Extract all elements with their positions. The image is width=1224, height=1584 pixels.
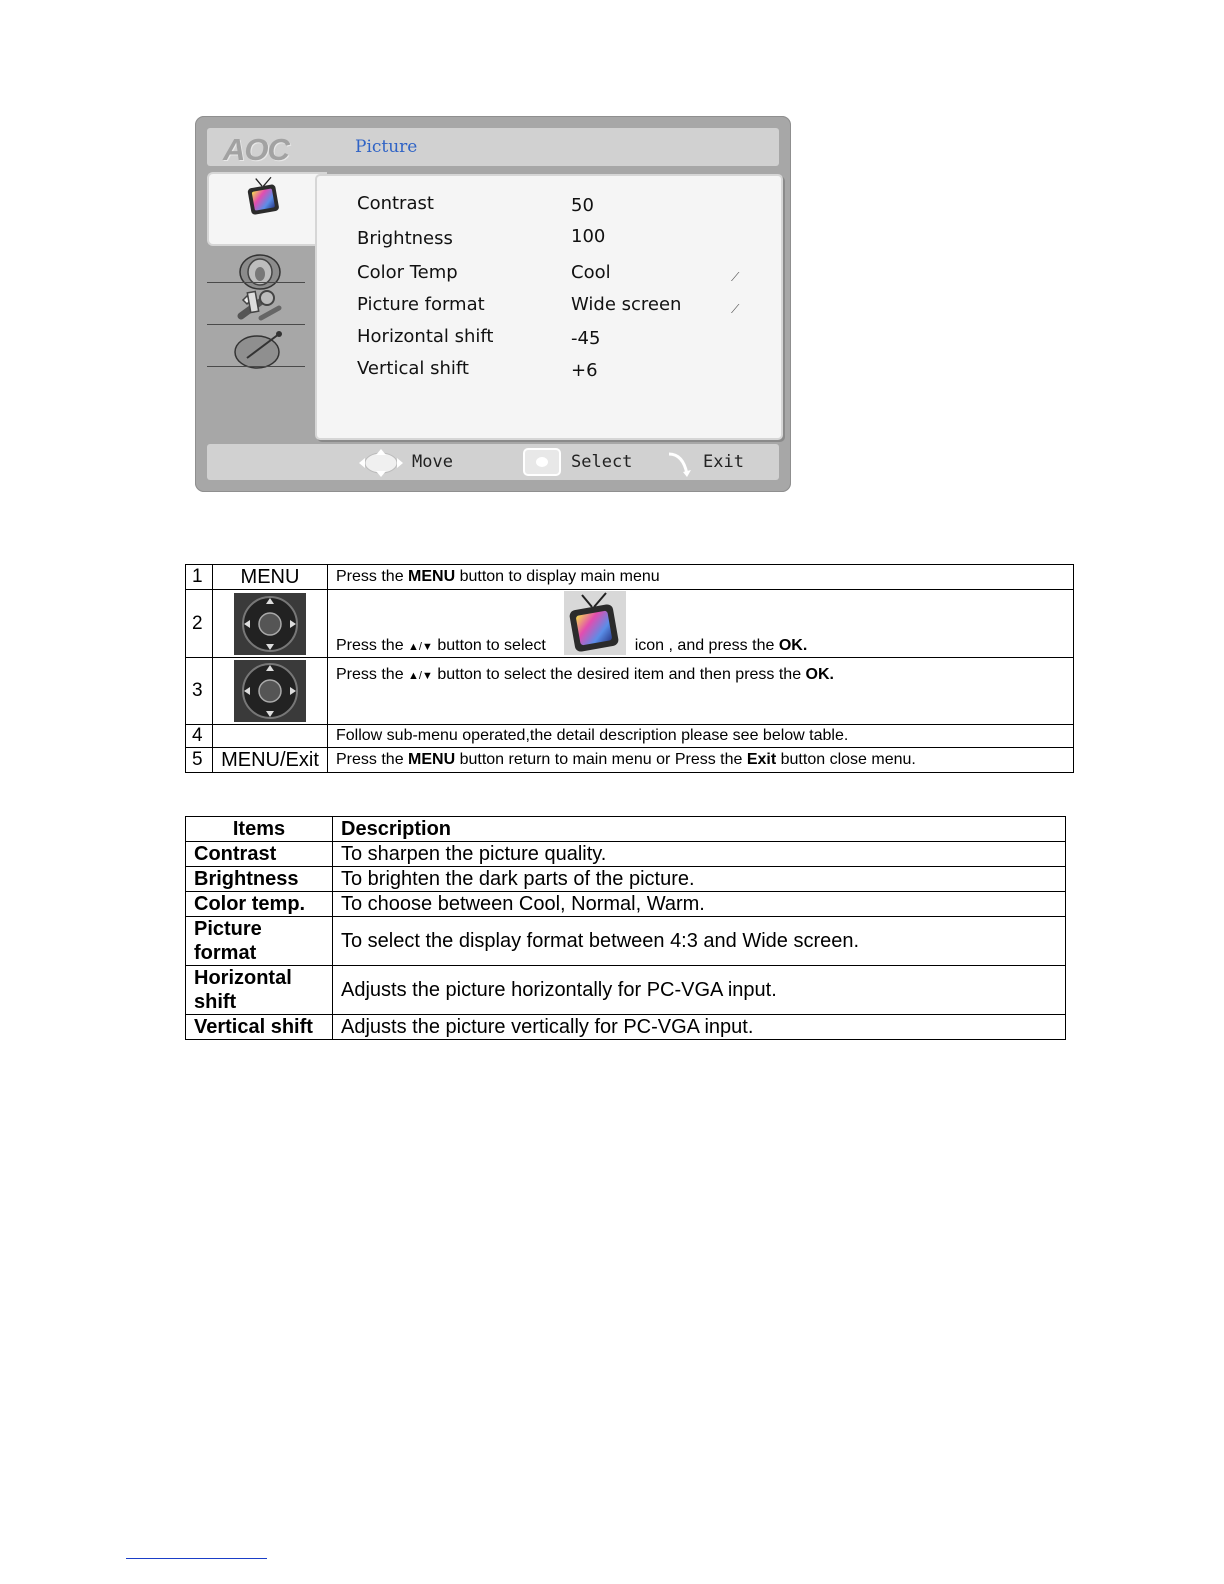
table-row	[186, 892, 1066, 917]
step-key	[213, 658, 328, 725]
table-row	[186, 658, 1074, 725]
step-key: MENU	[213, 565, 328, 590]
table-row	[186, 725, 1074, 748]
step-number: 2	[186, 590, 213, 658]
header-items: Items	[186, 817, 333, 842]
osd-row-label: Vertical shift	[357, 358, 469, 379]
osd-row-label: Color Temp	[357, 262, 458, 283]
footer-exit-label: Exit	[703, 452, 744, 472]
item-description: To sharpen the picture quality.	[333, 842, 1066, 867]
footnote-rule	[126, 1558, 267, 1559]
item-name: Color temp.	[186, 892, 333, 917]
step-key	[213, 590, 328, 658]
osd-row-label: Horizontal shift	[357, 326, 494, 347]
item-description: Adjusts the picture vertically for PC-VGA input.	[333, 1015, 1066, 1040]
osd-side-divider	[207, 366, 305, 367]
osd-row-color-temp[interactable]	[357, 262, 757, 288]
step-number: 5	[186, 748, 213, 773]
aoc-logo: AOC	[223, 132, 289, 167]
osd-row-vertical-shift[interactable]	[357, 358, 757, 384]
osd-row-value: +6	[571, 360, 598, 381]
remote-dpad-icon	[234, 593, 306, 655]
up-down-arrows-icon: ▲/▼	[408, 641, 433, 653]
table-row	[186, 565, 1074, 590]
up-down-arrows-icon: ▲/▼	[408, 670, 433, 682]
remote-dpad-icon	[234, 660, 306, 722]
step-description: Press the MENU button to display main menu	[328, 565, 1074, 590]
table-row	[186, 842, 1066, 867]
osd-row-value: Wide screen	[571, 294, 682, 315]
osd-row-value: Cool	[571, 262, 611, 283]
step-number: 3	[186, 658, 213, 725]
item-description: To brighten the dark parts of the picture.	[333, 867, 1066, 892]
osd-row-brightness[interactable]	[357, 228, 757, 254]
osd-row-horizontal-shift[interactable]	[357, 326, 757, 352]
item-description: To choose between Cool, Normal, Warm.	[333, 892, 1066, 917]
tools-icon[interactable]	[227, 286, 293, 328]
table-row	[186, 1015, 1066, 1040]
osd-footer	[207, 444, 779, 480]
osd-row-picture-format[interactable]	[357, 294, 757, 320]
item-name: Horizontal shift	[186, 966, 333, 1015]
osd-row-label: Contrast	[357, 193, 434, 214]
select-button-icon	[523, 448, 561, 476]
step-description: Press the ▲/▼ button to select icon , and press the OK.	[328, 590, 1074, 658]
table-header-row	[186, 817, 1066, 842]
satellite-icon[interactable]	[227, 328, 293, 370]
osd-side-divider	[207, 282, 305, 283]
osd-row-value: 100	[571, 226, 606, 247]
osd-title: Picture	[355, 137, 418, 157]
step-number: 4	[186, 725, 213, 748]
header-description: Description	[333, 817, 1066, 842]
submenu-arrow-icon: ⟋	[731, 270, 740, 284]
tv-icon	[231, 176, 297, 218]
step-number: 1	[186, 565, 213, 590]
osd-row-value: 50	[571, 195, 594, 216]
step-key: MENU/Exit	[213, 748, 328, 773]
item-description: To select the display format between 4:3 and Wide screen.	[333, 917, 1066, 966]
table-row	[186, 966, 1066, 1015]
speaker-icon[interactable]	[227, 248, 293, 290]
exit-arrow-icon	[665, 448, 695, 478]
item-name: Vertical shift	[186, 1015, 333, 1040]
osd-header	[207, 128, 779, 166]
item-name: Picture format	[186, 917, 333, 966]
table-row	[186, 748, 1074, 773]
step-key	[213, 725, 328, 748]
osd-row-contrast[interactable]	[357, 193, 757, 219]
tv-icon	[564, 591, 626, 655]
osd-menu-screenshot	[195, 116, 791, 492]
steps-table	[185, 564, 1074, 773]
submenu-arrow-icon: ⟋	[731, 302, 740, 316]
footer-select-label: Select	[571, 452, 633, 472]
osd-row-label: Brightness	[357, 228, 453, 249]
items-description-table	[185, 816, 1066, 1040]
table-row	[186, 867, 1066, 892]
step-description: Press the MENU button return to main menu or Press the Exit button close menu.	[328, 748, 1074, 773]
osd-tab-picture[interactable]	[207, 172, 327, 246]
table-row	[186, 590, 1074, 658]
osd-row-value: -45	[571, 328, 601, 349]
table-row	[186, 917, 1066, 966]
item-name: Brightness	[186, 867, 333, 892]
footer-move-label: Move	[412, 452, 453, 472]
item-name: Contrast	[186, 842, 333, 867]
step-description: Follow sub-menu operated,the detail description please see below table.	[328, 725, 1074, 748]
osd-side-divider	[207, 324, 305, 325]
move-arrows-icon	[357, 448, 405, 478]
osd-row-label: Picture format	[357, 294, 485, 315]
item-description: Adjusts the picture horizontally for PC-VGA input.	[333, 966, 1066, 1015]
step-description: Press the ▲/▼ button to select the desired item and then press the OK.	[328, 658, 1074, 725]
